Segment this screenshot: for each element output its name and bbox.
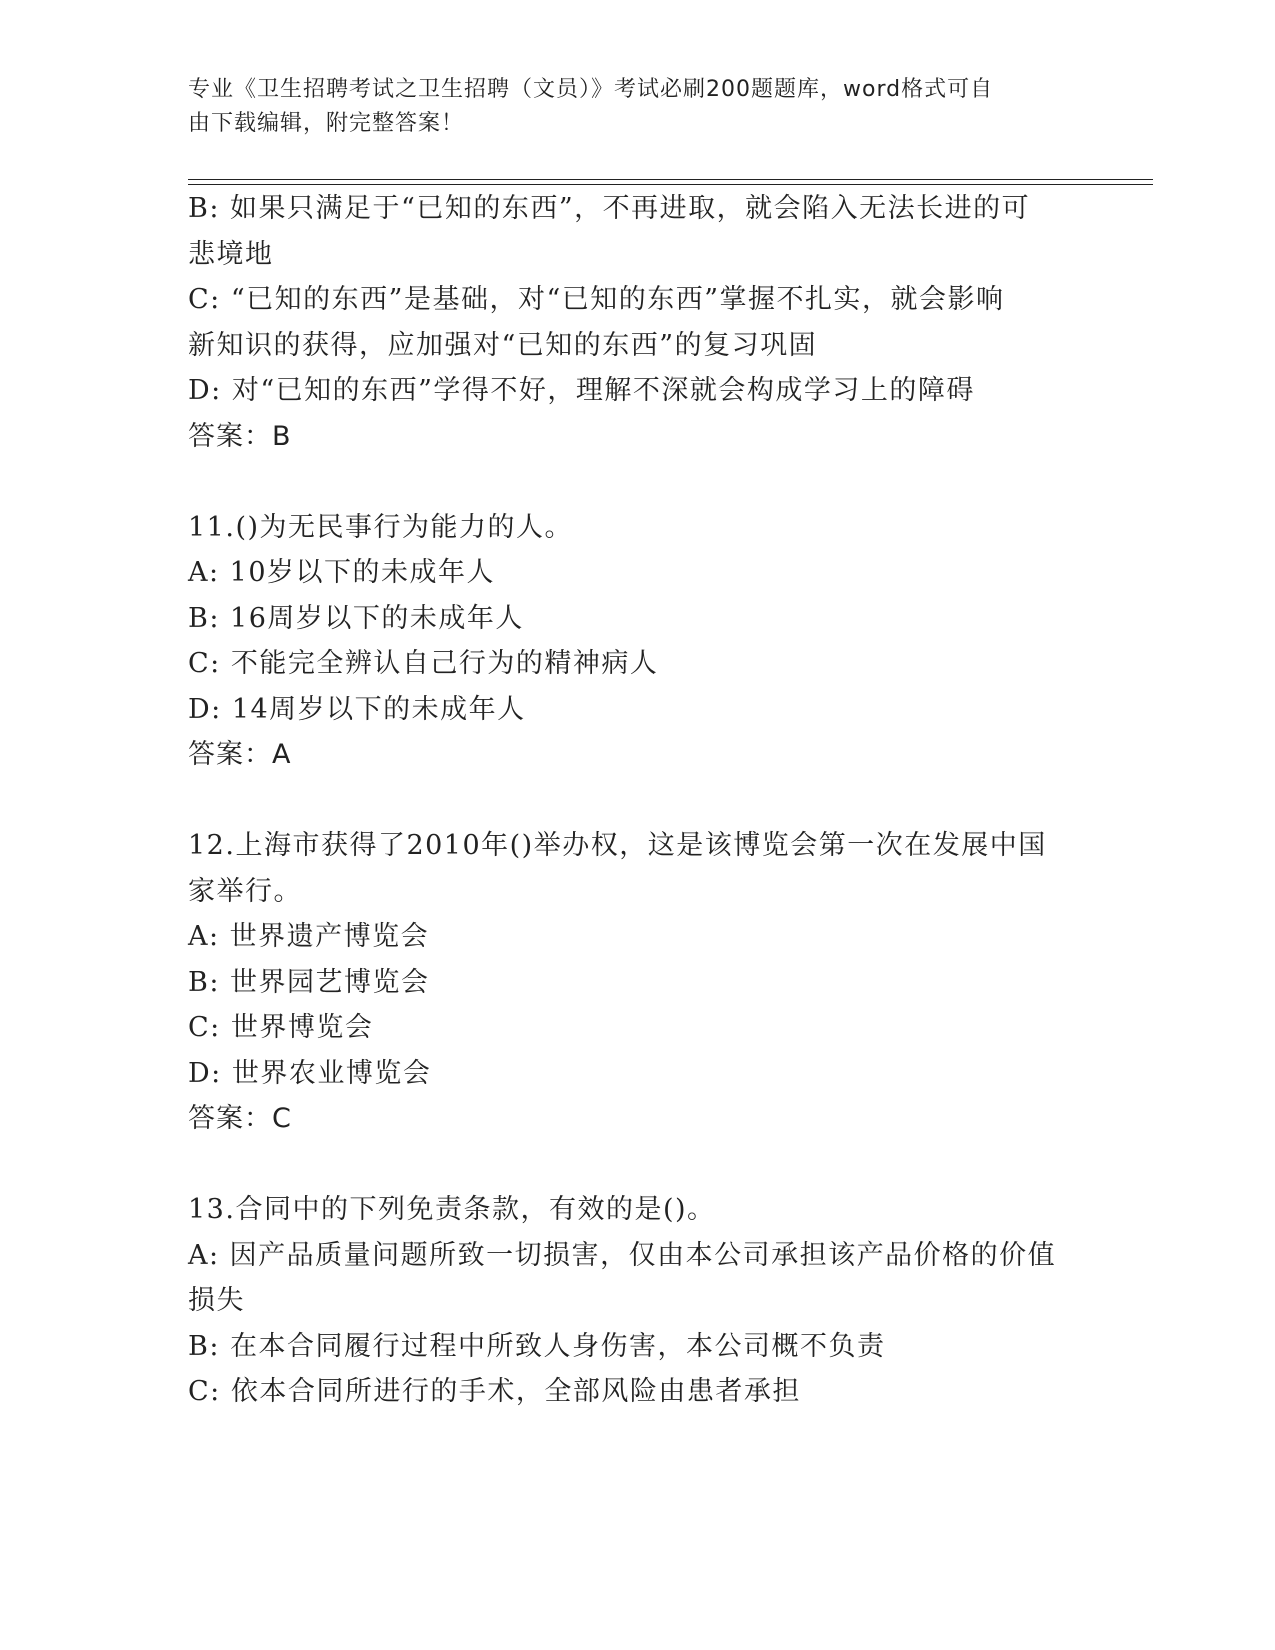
q10-option-b-line2: 悲境地 (188, 238, 274, 270)
header-line-1: 专业《卫生招聘考试之卫生招聘（文员）》考试必刷200题题库，word格式可自 (188, 77, 994, 102)
q13-option-c: C: 依本合同所进行的手术，全部风险由患者承担 (188, 1376, 801, 1407)
q13-question: 13.合同中的下列免责条款，有效的是()。 (188, 1194, 716, 1225)
q10-answer: 答案：B (188, 420, 292, 452)
header-line-2: 由下载编辑，附完整答案！ (188, 111, 465, 136)
q10-option-c-line1: C: “已知的东西”是基础，对“已知的东西”掌握不扎实，就会影响 (188, 284, 1005, 315)
spacer (188, 459, 1083, 505)
question-12-block (188, 823, 1083, 1142)
question-11-block (188, 505, 1083, 778)
q12-answer: 答案：C (188, 1103, 292, 1134)
q11-option-a: A: 10岁以下的未成年人 (188, 557, 496, 588)
q12-question-line2: 家举行。 (188, 875, 302, 907)
q12-option-a: A: 世界遗产博览会 (188, 921, 430, 952)
q10-option-c-line2: 新知识的获得，应加强对“已知的东西”的复习巩固 (188, 329, 818, 361)
spacer (188, 1142, 1083, 1188)
q13-option-a-line2: 损失 (188, 1285, 245, 1316)
q11-question: 11.()为无民事行为能力的人。 (188, 511, 574, 543)
q12-question-line1: 12.上海市获得了2010年()举办权，这是该博览会第一次在发展中国 (188, 830, 1047, 861)
q11-answer: 答案：A (188, 739, 292, 770)
q13-option-a-line1: A: 因产品质量问题所致一切损害，仅由本公司承担该产品价格的价值 (188, 1239, 1057, 1271)
question-10-block (188, 186, 1083, 459)
q11-option-b: B: 16周岁以下的未成年人 (188, 602, 524, 634)
document-body (188, 186, 1083, 1415)
q10-option-d: D: 对“已知的东西”学得不好，理解不深就会构成学习上的障碍 (188, 375, 975, 406)
q10-option-b-line1: B: 如果只满足于“已知的东西”，不再进取，就会陷入无法长进的可 (188, 193, 1031, 224)
q13-option-b: B: 在本合同履行过程中所致人身伤害，本公司概不负责 (188, 1330, 886, 1362)
spacer (188, 778, 1083, 824)
q11-option-c: C: 不能完全辨认自己行为的精神病人 (188, 648, 659, 679)
q12-option-c: C: 世界博览会 (188, 1012, 374, 1043)
header-divider-top (188, 179, 1153, 180)
q12-option-d: D: 世界农业博览会 (188, 1057, 432, 1089)
q11-option-d: D: 14周岁以下的未成年人 (188, 693, 526, 725)
header-divider-bottom (188, 184, 1153, 185)
q12-option-b: B: 世界园艺博览会 (188, 966, 430, 998)
question-13-block (188, 1187, 1083, 1415)
document-header (188, 73, 1068, 141)
